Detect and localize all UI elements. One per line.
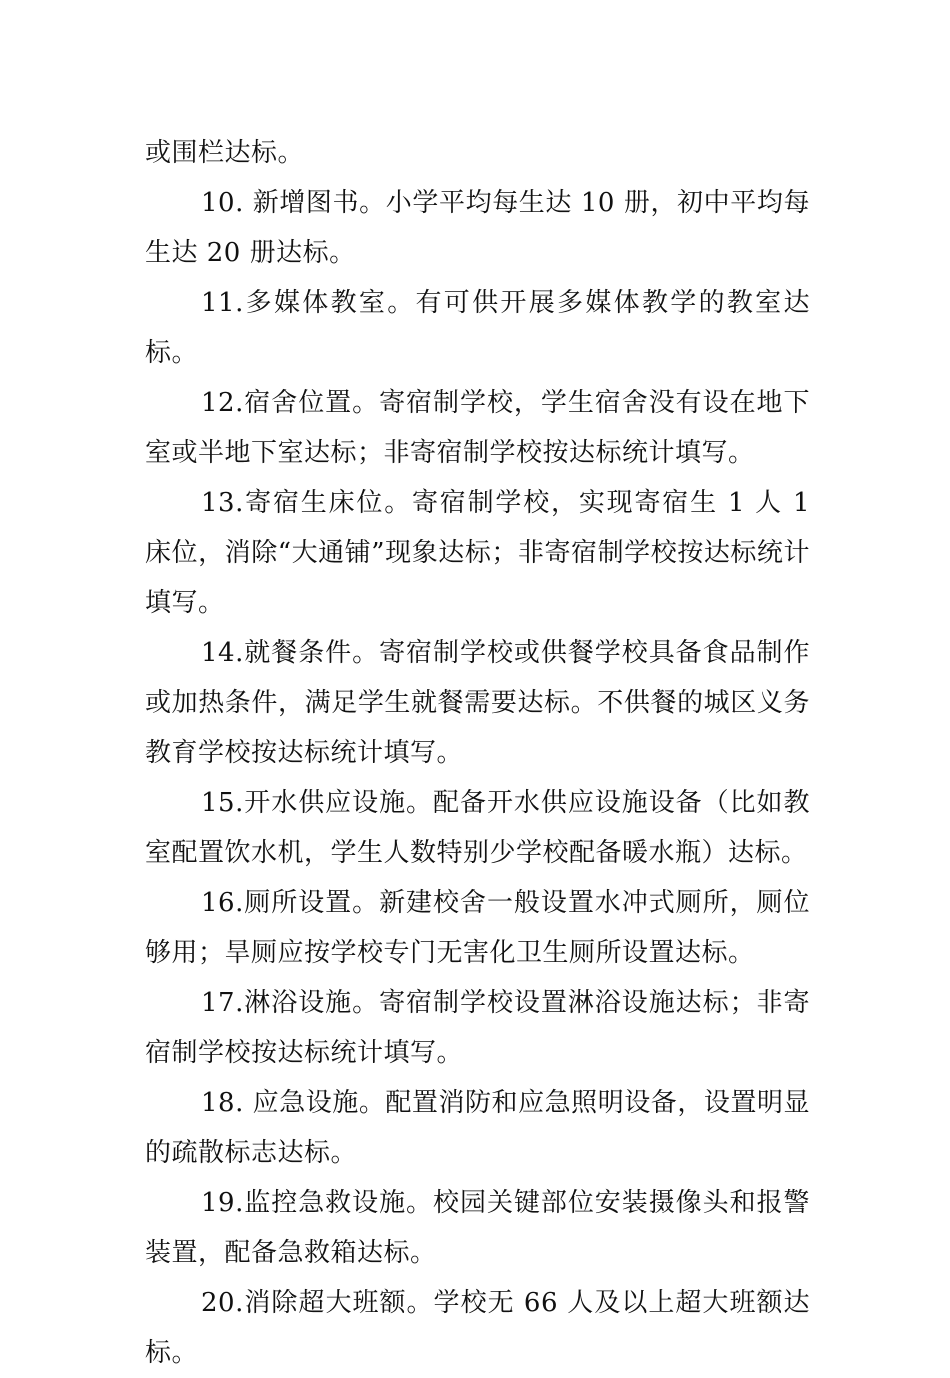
paragraph-item-16: 16.厕所设置。新建校舍一般设置水冲式厕所，厕位够用；旱厕应按学校专门无害化卫生厕所设置达标。 xyxy=(145,888,810,968)
paragraph-item-15: 15.开水供应设施。配备开水供应设施设备（比如教室配置饮水机，学生人数特别少学校配备暖水瓶）达标。 xyxy=(145,788,810,868)
paragraph-item-18: 18. 应急设施。配置消防和应急照明设备，设置明显的疏散标志达标。 xyxy=(145,1088,810,1168)
paragraph-item-20: 20.消除超大班额。学校无 66 人及以上超大班额达标。 xyxy=(145,1288,810,1368)
paragraph-item-10: 10. 新增图书。小学平均每生达 10 册，初中平均每生达 20 册达标。 xyxy=(145,188,810,268)
paragraph-item-14: 14.就餐条件。寄宿制学校或供餐学校具备食品制作或加热条件，满足学生就餐需要达标。不供餐的城区义务教育学校按达标统计填写。 xyxy=(145,638,810,768)
paragraph-item-17: 17.淋浴设施。寄宿制学校设置淋浴设施达标；非寄宿制学校按达标统计填写。 xyxy=(145,988,810,1068)
paragraph-item-12: 12.宿舍位置。寄宿制学校，学生宿舍没有设在地下室或半地下室达标；非寄宿制学校按达标统计填写。 xyxy=(145,388,810,468)
paragraph-item-11: 11.多媒体教室。有可供开展多媒体教学的教室达标。 xyxy=(145,288,810,368)
paragraph-item-19: 19.监控急救设施。校园关键部位安装摄像头和报警装置，配备急救箱达标。 xyxy=(145,1188,810,1268)
paragraph-continuation: 或围栏达标。 xyxy=(145,138,305,168)
document-body xyxy=(145,128,810,1378)
paragraph-item-13: 13.寄宿生床位。寄宿制学校，实现寄宿生 1 人 1 床位，消除“大通铺”现象达标；非寄宿制学校按达标统计填写。 xyxy=(145,488,810,618)
